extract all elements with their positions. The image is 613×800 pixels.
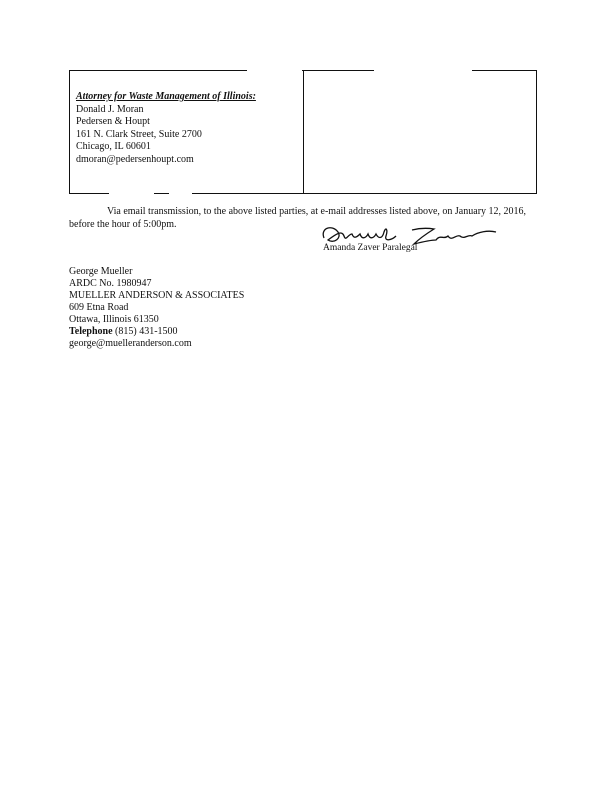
phone-label: Telephone xyxy=(69,326,113,337)
table-right-border xyxy=(536,70,537,194)
table-bottom-border-left xyxy=(69,193,109,194)
counsel-phone-line xyxy=(69,326,244,338)
table-top-border-mid xyxy=(302,70,374,71)
attorney-name: Donald J. Moran xyxy=(76,103,144,115)
attorney-heading: Attorney for Waste Management of Illinois: xyxy=(76,91,256,102)
table-bottom-border-right xyxy=(192,193,537,194)
counsel-street: 609 Etna Road xyxy=(69,302,129,313)
counsel-firm: MUELLER ANDERSON & ASSOCIATES xyxy=(69,290,245,301)
table-bottom-border-mid xyxy=(154,193,169,194)
counsel-ardc: ARDC No. 1980947 xyxy=(69,278,152,289)
attorney-street: 161 N. Clark Street, Suite 2700 xyxy=(76,128,202,140)
attorney-firm: Pedersen & Houpt xyxy=(76,116,150,127)
phone-number: (815) 431-1500 xyxy=(115,326,178,337)
attorney-contact-cell xyxy=(76,91,301,166)
counsel-name: George Mueller xyxy=(69,266,133,277)
certificate-sentence: Via email transmission, to the above listed parties, at e-mail addresses listed above, on January 12, 2016, before the hour of 5:00pm. xyxy=(69,206,527,230)
table-top-border-right xyxy=(472,70,537,71)
attorney-email: dmoran@pedersenhoupt.com xyxy=(76,153,194,165)
counsel-email: george@muelleranderson.com xyxy=(69,338,192,349)
table-top-border-left xyxy=(69,70,247,71)
table-center-divider xyxy=(303,70,304,194)
attorney-city: Chicago, IL 60601 xyxy=(76,141,151,152)
service-list-table xyxy=(69,70,537,194)
table-left-border xyxy=(69,70,70,194)
counsel-city: Ottawa, Illinois 61350 xyxy=(69,314,159,325)
signature-caption: Amanda Zaver Paralegal xyxy=(323,243,418,253)
counsel-block xyxy=(69,266,244,350)
empty-right-cell xyxy=(309,80,529,180)
